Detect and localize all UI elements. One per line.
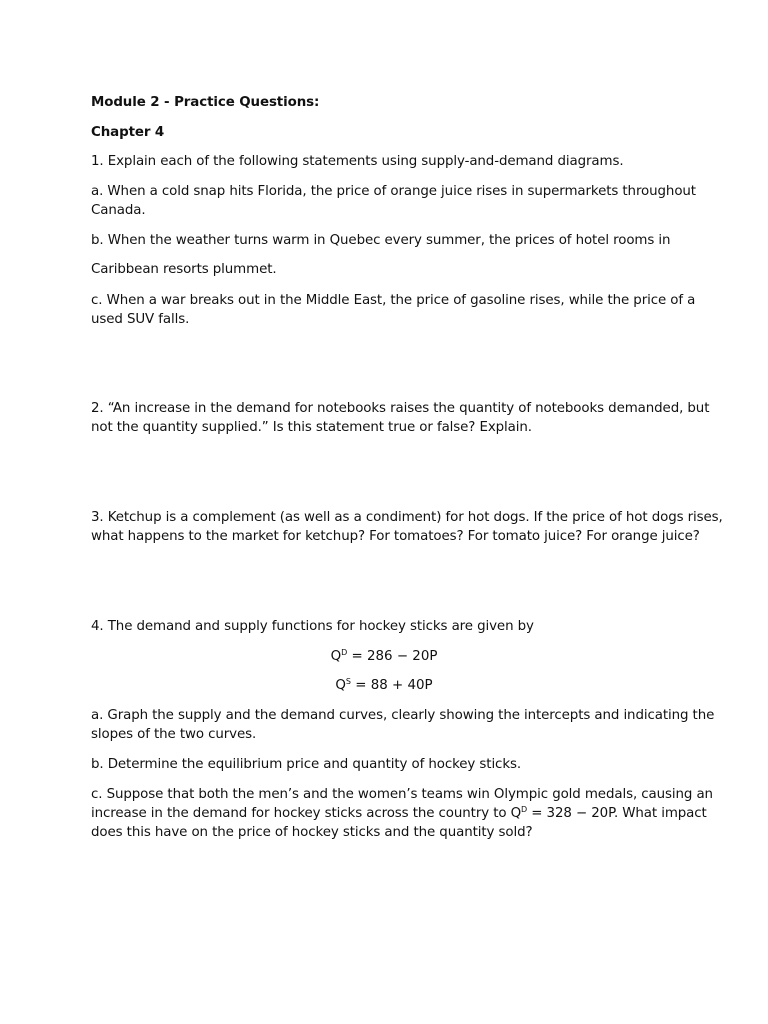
question-1b-line2: Caribbean resorts plummet. [91,262,277,277]
supply-equation-q: Q [335,678,346,693]
question-4c-line1: c. Suppose that both the men’s and the women’s teams win Olympic gold medals, causing an [91,787,713,802]
question-4c-superscript: D [521,805,528,814]
question-1a-line1: a. When a cold snap hits Florida, the price of orange juice rises in supermarkets throughout [91,184,696,199]
question-1b-line1: b. When the weather turns warm in Quebec every summer, the prices of hotel rooms in [91,233,671,248]
question-4c-line2 [91,804,707,823]
question-1a-line2: Canada. [91,203,146,218]
question-3-line1: 3. Ketchup is a complement (as well as a condiment) for hot dogs. If the price of hot dogs rises, [91,510,723,525]
question-1-stem: 1. Explain each of the following statements using supply-and-demand diagrams. [91,154,624,169]
question-1c-line1: c. When a war breaks out in the Middle East, the price of gasoline rises, while the price of a [91,293,696,308]
supply-equation [0,676,768,695]
demand-equation [0,647,768,666]
question-4a-line2: slopes of the two curves. [91,727,257,742]
question-2-line1: 2. “An increase in the demand for notebooks raises the quantity of notebooks demanded, but [91,401,710,416]
question-4-stem: 4. The demand and supply functions for hockey sticks are given by [91,619,534,634]
chapter-heading: Chapter 4 [91,125,165,140]
question-3-line2: what happens to the market for ketchup? For tomatoes? For tomato juice? For orange juice? [91,529,700,544]
supply-equation-superscript: S [345,677,351,686]
question-4a-line1: a. Graph the supply and the demand curves, clearly showing the intercepts and indicating the [91,708,715,723]
question-4c-line3: does this have on the price of hockey sticks and the quantity sold? [91,825,533,840]
question-2-line2: not the quantity supplied.” Is this statement true or false? Explain. [91,420,532,435]
question-4b-line1: b. Determine the equilibrium price and quantity of hockey sticks. [91,757,522,772]
question-4c-line2-post: = 328 − 20P. What impact [527,806,707,821]
demand-equation-q: Q [330,649,342,664]
document-title: Module 2 - Practice Questions: [91,95,320,110]
demand-equation-superscript: D [341,648,348,657]
demand-equation-rest: = 286 − 20P [347,649,438,664]
question-4c-line2-pre: increase in the demand for hockey sticks across the country to Q [91,806,522,821]
supply-equation-rest: = 88 + 40P [351,678,433,693]
question-1c-line2: used SUV falls. [91,312,190,327]
